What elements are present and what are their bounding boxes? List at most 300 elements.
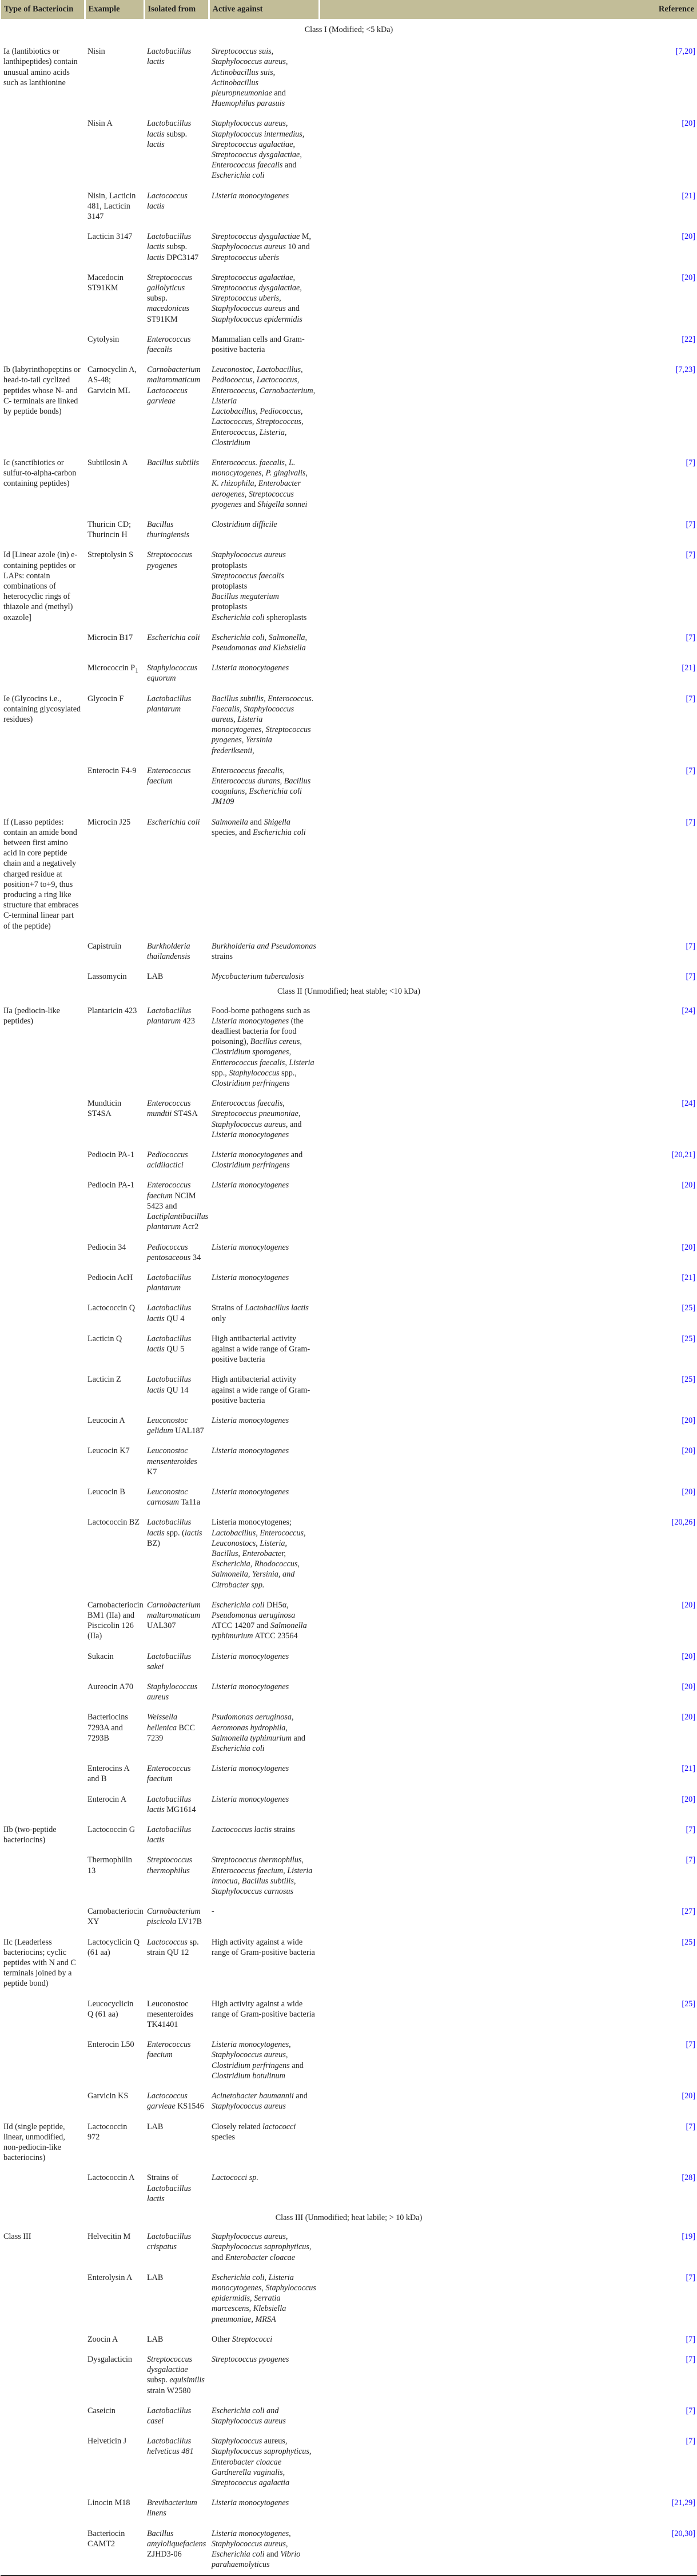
cell-active-against	[209, 1145, 319, 1175]
reference-link[interactable]: [20]	[682, 1415, 695, 1425]
italic-text: Listeria monocytogenes	[212, 1130, 289, 1139]
text-segment: Nisin	[87, 47, 105, 57]
class-heading-row	[1, 983, 697, 1001]
italic-text: Enterococcus. faecalis, L. monocytogenes, P. gingivalis, K. rhizophila, Enterobacter aerogenes, Streptococcus pyogenes	[212, 458, 308, 509]
cell-example	[85, 1707, 144, 1759]
cell-active-against	[209, 1790, 319, 1820]
italic-text: Vibrio parahaemolyticus	[212, 2550, 301, 2570]
text-segment: and	[264, 2550, 281, 2559]
cell-reference	[319, 186, 697, 227]
text-segment: LAB	[147, 2273, 164, 2282]
text-segment: High activity against a wide range of Gram-positive bacteria	[212, 1999, 315, 2019]
text-segment: Bacteriocin CAMT2	[87, 2529, 125, 2549]
cell-isolated-from	[144, 1482, 209, 1513]
text-segment: protoplasts	[212, 561, 248, 570]
cell-type	[1, 1902, 85, 1932]
cell-reference	[319, 1677, 697, 1707]
cell-active-against	[209, 1298, 319, 1329]
cell-example	[85, 2086, 144, 2117]
text-segment: UAL307	[147, 1621, 176, 1631]
cell-reference	[319, 1513, 697, 1595]
italic-text: Staphylococcus aureus	[212, 1119, 286, 1129]
italic-text: Lactobacillus plantarum	[147, 1273, 192, 1293]
table-row	[1, 1411, 697, 1441]
cell-example	[85, 42, 144, 114]
reference-link[interactable]: [20]	[682, 1446, 695, 1456]
reference-link[interactable]: [20]	[682, 1682, 695, 1691]
reference-link[interactable]: [7]	[686, 2406, 695, 2415]
reference-link[interactable]: [7]	[686, 941, 695, 951]
text-segment: Micrococcin P	[87, 663, 136, 673]
cell-type	[1, 2401, 85, 2431]
italic-text: Burkholderia and Pseudomonas	[212, 941, 316, 951]
cell-reference	[319, 515, 697, 545]
table-row	[1, 1175, 697, 1237]
italic-text: Listeria monocytogenes	[212, 191, 289, 201]
cell-type	[1, 1145, 85, 1175]
text-segment: Microcin B17	[87, 633, 133, 642]
cell-type	[1, 967, 85, 983]
text-segment: 34	[190, 1253, 201, 1262]
cell-isolated-from	[144, 1175, 209, 1237]
reference-link[interactable]: [7]	[686, 2437, 695, 2446]
table-row	[1, 1850, 697, 1902]
cell-isolated-from	[144, 1370, 209, 1411]
italic-text: Streptococcus agalactiae, Streptococcus dysgalactiae, Streptococcus uberis, Staphylococcus aureus	[212, 273, 302, 314]
text-segment: Pediocin AcH	[87, 1273, 133, 1282]
table-row	[1, 1268, 697, 1298]
italic-text: Staphylococcus aureus	[212, 2539, 286, 2549]
cell-reference	[319, 2524, 697, 2576]
text-segment: MG1614	[164, 1805, 196, 1814]
cell-reference	[319, 1441, 697, 1482]
reference-link[interactable]: [25]	[682, 1334, 695, 1343]
text-segment: ,	[285, 2539, 288, 2549]
italic-text: Streptococcus dysgalactiae	[147, 2354, 193, 2375]
cell-type: Ib (labyrinthopeptins or head-to-tail cyclized peptides whose N- and C- terminals are linked by peptide bonds)	[3, 365, 81, 417]
italic-text: Carnobacterium piscicola	[147, 1907, 201, 1927]
text-segment: Linocin M18	[87, 2498, 130, 2508]
cell-active-against	[209, 268, 319, 330]
cell-isolated-from	[144, 1329, 209, 1370]
text-segment: and	[289, 2061, 304, 2070]
italic-text: Listeria monocytogenes	[212, 1651, 289, 1661]
table-row	[1, 2086, 697, 2117]
cell-example	[85, 689, 144, 761]
reference-link[interactable]: [7]	[686, 2040, 695, 2050]
cell-type: Ie (Glycocins i.e., containing glycosylated residues)	[3, 694, 81, 724]
text-segment: Other	[212, 2334, 232, 2344]
italic-text: Lactobacillus, Pediococcus, Lactococcus, Streptococcus, Enterococcus, Listeria, Clostridium	[212, 407, 304, 447]
text-segment: QU 5	[164, 1344, 185, 1354]
italic-text: Staphylococcus aureus	[212, 550, 286, 560]
reference-link[interactable]: [7,23]	[675, 365, 695, 375]
text-segment: only	[212, 1314, 226, 1323]
reference-link[interactable]: [27]	[682, 1907, 695, 1917]
table-row	[1, 1707, 697, 1759]
text-segment: subsp.	[164, 129, 188, 139]
text-segment: spp.,	[279, 1068, 297, 1078]
italic-text: Mycobacterium tuberculosis	[212, 972, 304, 982]
text-segment: DH5α,	[264, 1600, 289, 1610]
cell-active-against	[209, 1850, 319, 1902]
table-row	[1, 1790, 697, 1820]
reference-link[interactable]: [20,26]	[671, 1518, 695, 1527]
text-segment: High antibacterial activity against a wide range of Gram-positive bacteria	[212, 1334, 310, 1365]
text-segment: LV17B	[176, 1917, 202, 1927]
cell-type: IIc (Leaderless bacteriocins; cyclic peptides with N and C terminals joined by a peptide bond)	[3, 1937, 76, 1989]
reference-link[interactable]: [20]	[682, 1600, 695, 1610]
italic-text: Leuconostoc carnosum	[147, 1487, 188, 1507]
text-segment: ,	[289, 2040, 291, 2050]
text-segment: Lactococcin A	[87, 2173, 135, 2183]
cell-isolated-from	[144, 967, 209, 983]
class-heading: Class II (Unmodified; heat stable; <10 kDa)	[277, 987, 420, 997]
cell-isolated-from	[144, 1647, 209, 1677]
cell-reference	[319, 2227, 697, 2268]
cell-reference	[319, 1790, 697, 1820]
reference-link[interactable]: [20,30]	[671, 2529, 695, 2538]
cell-type	[1, 1441, 85, 1482]
cell-reference	[319, 1175, 697, 1237]
cell-reference	[319, 1820, 697, 1850]
cell-active-against	[209, 114, 319, 186]
reference-link[interactable]: [7]	[686, 766, 695, 775]
cell-example	[85, 2431, 144, 2493]
cell-isolated-from	[144, 658, 209, 689]
table-row	[1, 2401, 697, 2431]
text-segment: Mammalian cells and Gram-positive bacteria	[212, 334, 305, 355]
italic-text: Escherichia coli	[212, 1744, 265, 1754]
italic-text: Staphylococcus aureus	[212, 242, 286, 252]
cell-isolated-from	[144, 1001, 209, 1094]
text-segment: ,	[293, 139, 296, 149]
cell-reference	[319, 114, 697, 186]
reference-link[interactable]: [7]	[686, 458, 695, 467]
text-segment: -	[212, 1907, 214, 1917]
reference-link[interactable]: [7]	[686, 519, 695, 529]
table-row	[1, 1647, 697, 1677]
text-segment: Garvicin KS	[87, 2091, 129, 2101]
cell-reference	[319, 628, 697, 658]
table-row	[1, 545, 697, 627]
italic-text: Streptococcus dysgalactiae	[212, 232, 300, 242]
table-row	[1, 1820, 697, 1850]
cell-isolated-from	[144, 2431, 209, 2493]
cell-reference	[319, 227, 697, 268]
reference-link[interactable]: [21]	[682, 1273, 695, 1282]
cell-type	[1, 2330, 85, 2350]
reference-link[interactable]: [7]	[686, 1855, 695, 1865]
cell-isolated-from	[144, 2330, 209, 2350]
italic-text: Lactobacillus lactis	[147, 1303, 192, 1323]
text-segment: Leucocyclicin Q (61 aa)	[87, 1999, 134, 2019]
cell-type	[1, 330, 85, 360]
text-segment: ,	[289, 2529, 291, 2538]
reference-link[interactable]: [20]	[682, 1487, 695, 1497]
cell-type: Id [Linear azole (in) e-containing peptides or LAPs: contain combinations of heterocyclic rings of thiazole and (methyl) oxazole]	[3, 550, 78, 622]
table-row	[1, 1001, 697, 1094]
cell-reference	[319, 1994, 697, 2035]
text-segment: and	[282, 161, 297, 170]
reference-link[interactable]: [28]	[682, 2173, 695, 2183]
cell-isolated-from	[144, 2035, 209, 2086]
text-segment: , and	[285, 1119, 302, 1129]
italic-text: Pseudomonas aeruginosa	[212, 1610, 296, 1620]
cell-type	[1, 2168, 85, 2209]
italic-text: Lactobacillus, Enterococcus, Leuconostocs, Listeria, Bacillus, Enterobacter, Escherichia, Rhodococcus, Salmonella, Yersinia, and Citrobacter spp.	[212, 1528, 306, 1590]
italic-text: Staphylococcus aureus	[147, 1682, 198, 1702]
cell-type	[1, 1759, 85, 1789]
cell-isolated-from	[144, 227, 209, 268]
reference-link[interactable]: [21]	[682, 1764, 695, 1774]
cell-reference	[319, 2035, 697, 2086]
cell-reference	[319, 2493, 697, 2523]
cell-reference	[319, 1370, 697, 1411]
text-segment: subsp.	[147, 2375, 170, 2385]
text-segment: Pediocin 34	[87, 1242, 126, 1252]
reference-link[interactable]: [21]	[682, 663, 695, 673]
reference-link[interactable]: [22]	[682, 334, 695, 344]
italic-text: Enterococcus mundtii	[147, 1099, 191, 1119]
reference-link[interactable]: [21]	[682, 191, 695, 201]
table-row	[1, 2350, 697, 2401]
italic-text: Lactobacillus casei	[147, 2406, 192, 2426]
cell-type	[1, 658, 85, 689]
reference-link[interactable]: [25]	[682, 1303, 695, 1313]
reference-link[interactable]: [25]	[682, 1937, 695, 1947]
italic-text: Streptococcus pneumoniae	[212, 1109, 298, 1119]
cell-example	[85, 1001, 144, 1094]
italic-text: Enterococcus faecium	[147, 1181, 191, 1201]
reference-link[interactable]: [20]	[682, 1651, 695, 1661]
text-segment: QU 14	[164, 1385, 189, 1395]
italic-text: Escherichia coli, Salmonella, Pseudomonas and Klebsiella	[212, 633, 308, 653]
italic-text: Shigella sonnei	[257, 499, 308, 509]
italic-text: Lactobacillus lactis	[147, 1518, 192, 1538]
italic-text: Enterococcus faecalis	[212, 161, 283, 170]
cell-example	[85, 1933, 144, 1994]
text-segment: subsp.	[147, 294, 168, 303]
reference-link[interactable]: [25]	[682, 1375, 695, 1385]
cell-isolated-from	[144, 1850, 209, 1902]
italic-text: Pediococcus acidilactici	[147, 1150, 188, 1170]
cell-type	[1, 1850, 85, 1902]
table-row	[1, 1759, 697, 1789]
reference-link[interactable]: [20]	[682, 1794, 695, 1804]
italic-text: Listeria monocytogenes	[212, 2498, 289, 2508]
cell-reference	[319, 1094, 697, 1145]
cell-isolated-from	[144, 1411, 209, 1441]
text-segment: Pediocin PA-1	[87, 1150, 134, 1160]
italic-text: Staphylococcus intermedius	[212, 129, 302, 139]
reference-link[interactable]: [19]	[682, 2232, 695, 2242]
cell-isolated-from	[144, 2524, 209, 2576]
cell-active-against	[209, 658, 319, 689]
cell-isolated-from	[144, 1820, 209, 1850]
cell-example	[85, 2227, 144, 2268]
italic-text: lactococci	[262, 2122, 296, 2131]
text-segment: Cytolysin	[87, 334, 120, 344]
table-row	[1, 227, 697, 268]
cell-example	[85, 114, 144, 186]
reference-link[interactable]: [20,21]	[671, 1150, 695, 1160]
reference-link[interactable]: [25]	[682, 1999, 695, 2009]
reference-link[interactable]: [7]	[686, 1825, 695, 1835]
text-segment: Enterolysin A	[87, 2273, 133, 2282]
italic-text: Staphylococcus aureus	[212, 119, 286, 129]
cell-isolated-from	[144, 2268, 209, 2330]
reference-link[interactable]: [20]	[682, 1713, 695, 1722]
text-segment: ATCC 23564	[253, 1631, 298, 1641]
text-segment: Enterocin L50	[87, 2040, 134, 2050]
reference-link[interactable]: [7]	[686, 2273, 695, 2282]
italic-text: Lactococcus garvieae	[147, 2091, 188, 2111]
text-segment: LAB	[147, 972, 164, 982]
table-row	[1, 268, 697, 330]
italic-text: Streptococcus thermophilus	[212, 1855, 302, 1865]
italic-text: Streptococcus pyogenes	[212, 2354, 289, 2364]
reference-link[interactable]: [20]	[682, 1181, 695, 1190]
cell-active-against	[209, 628, 319, 658]
text-segment: ,	[285, 1058, 289, 1067]
text-segment: and	[285, 304, 300, 314]
cell-active-against	[209, 1238, 319, 1268]
italic-text: Burkholderia thailandensis	[147, 941, 190, 962]
italic-text: Enterococcus faecium, Listeria innocua, Bacillus subtilis, Staphylococcus carnosus	[212, 1866, 313, 1897]
cell-active-against	[209, 2493, 319, 2523]
text-segment: ,	[282, 1099, 285, 1109]
text-segment: M,	[300, 232, 312, 242]
cell-active-against	[209, 1094, 319, 1145]
reference-link[interactable]: [7]	[686, 817, 695, 827]
italic-text: Listeria monocytogenes	[212, 1273, 289, 1282]
header-example: Example	[85, 0, 144, 19]
cell-active-against	[209, 2227, 319, 2268]
table-row	[1, 330, 697, 360]
text-segment: Thuricin CD; Thurincin H	[87, 519, 132, 540]
italic-text: Listeria monocytogenes	[212, 1016, 289, 1026]
cell-reference	[319, 1595, 697, 1647]
table-row	[1, 813, 697, 937]
text-segment: LAB	[147, 2334, 164, 2344]
italic-text: Staphylococcus equorum	[147, 663, 198, 683]
cell-example	[85, 2330, 144, 2350]
reference-link[interactable]: [7]	[686, 2122, 695, 2131]
cell-isolated-from	[144, 1238, 209, 1268]
cell-reference	[319, 1238, 697, 1268]
reference-link[interactable]: [7]	[686, 694, 695, 703]
text-segment: Enterocin F4-9	[87, 766, 137, 775]
cell-reference	[319, 1329, 697, 1370]
reference-link[interactable]: [7]	[686, 2334, 695, 2344]
cell-example	[85, 1850, 144, 1902]
reference-link[interactable]: [20]	[682, 1242, 695, 1252]
table-row	[1, 628, 697, 658]
italic-text: Leuconostoc gelidum	[147, 1415, 188, 1436]
cell-type: Ic (sanctibiotics or sulfur-to-alpha-carbon containing peptides)	[3, 458, 77, 489]
italic-text: Lactobacillus plantarum	[147, 694, 192, 714]
italic-text: Clostridium difficile	[212, 519, 277, 529]
cell-reference	[319, 1482, 697, 1513]
reference-link[interactable]: [24]	[682, 1099, 695, 1109]
text-segment: Macedocin ST91KM	[87, 273, 124, 293]
italic-text: Lactobacillus lactis	[147, 1334, 192, 1354]
reference-link[interactable]: [20]	[682, 119, 695, 129]
reference-link[interactable]: [21,29]	[671, 2498, 695, 2508]
italic-text: Staphylococcus aureus	[212, 2232, 286, 2242]
italic-text: Streptococcus agalactiae	[212, 139, 293, 149]
text-segment: ST4SA	[172, 1109, 198, 1119]
text-segment: Aureocin A70	[87, 1682, 133, 1691]
text-segment: spheroplasts	[264, 613, 307, 622]
cell-isolated-from	[144, 813, 209, 937]
italic-text: Lactobacillus lactis	[147, 1794, 192, 1814]
text-segment: Bacteriocins 7293A and 7293B	[87, 1713, 128, 1743]
italic-text: Lactobacillus lactis	[147, 2183, 192, 2203]
cell-active-against	[209, 1820, 319, 1850]
cell-example	[85, 2268, 144, 2330]
text-segment: Dysgalacticin	[87, 2354, 133, 2364]
table-row	[1, 2524, 697, 2576]
italic-text: Enterococcus faecium	[147, 766, 191, 786]
reference-link[interactable]: [20]	[682, 232, 695, 242]
cell-isolated-from	[144, 2227, 209, 2268]
text-segment: ZJHD3-06	[147, 2550, 182, 2559]
table-row	[1, 689, 697, 761]
table-row	[1, 2431, 697, 2493]
cell-isolated-from	[144, 515, 209, 545]
cell-active-against	[209, 937, 319, 967]
italic-text: Listeria	[289, 1058, 314, 1067]
cell-active-against	[209, 2350, 319, 2401]
cell-reference	[319, 967, 697, 983]
cell-active-against	[209, 1994, 319, 2035]
italic-text: Escherichia coli	[147, 633, 200, 642]
table-row	[1, 1595, 697, 1647]
italic-text: Streptococcus faecalis	[212, 571, 284, 581]
italic-text: Weissella hellenica	[147, 1713, 178, 1733]
reference-link[interactable]: [7]	[686, 550, 695, 560]
cell-reference	[319, 658, 697, 689]
cell-reference	[319, 2168, 697, 2209]
cell-type	[1, 1595, 85, 1647]
reference-link[interactable]: [7]	[686, 972, 695, 982]
reference-link[interactable]: [7]	[686, 2354, 695, 2364]
cell-example	[85, 1238, 144, 1268]
reference-link[interactable]: [20]	[682, 273, 695, 282]
cell-type	[1, 1647, 85, 1677]
cell-type	[1, 1238, 85, 1268]
cell-isolated-from	[144, 186, 209, 227]
text-segment: spp. (	[164, 1528, 185, 1538]
reference-link[interactable]: [7,20]	[675, 47, 695, 57]
italic-text: Lactobacillus lactis	[245, 1303, 309, 1313]
table-row	[1, 453, 697, 515]
reference-link[interactable]: [7]	[686, 633, 695, 642]
italic-text: Acinetobacter baumannii	[212, 2091, 294, 2101]
cell-reference	[319, 1411, 697, 1441]
italic-text: Staphylococcus epidermidis	[212, 314, 302, 324]
cell-example	[85, 1994, 144, 2035]
reference-link[interactable]: [20]	[682, 2091, 695, 2101]
table-row	[1, 1513, 697, 1595]
cell-isolated-from	[144, 2117, 209, 2169]
reference-link[interactable]: [24]	[682, 1006, 695, 1015]
text-segment: and	[289, 1150, 303, 1160]
table-row	[1, 2035, 697, 2086]
italic-text: Entterococcus faecalis	[212, 1058, 285, 1067]
